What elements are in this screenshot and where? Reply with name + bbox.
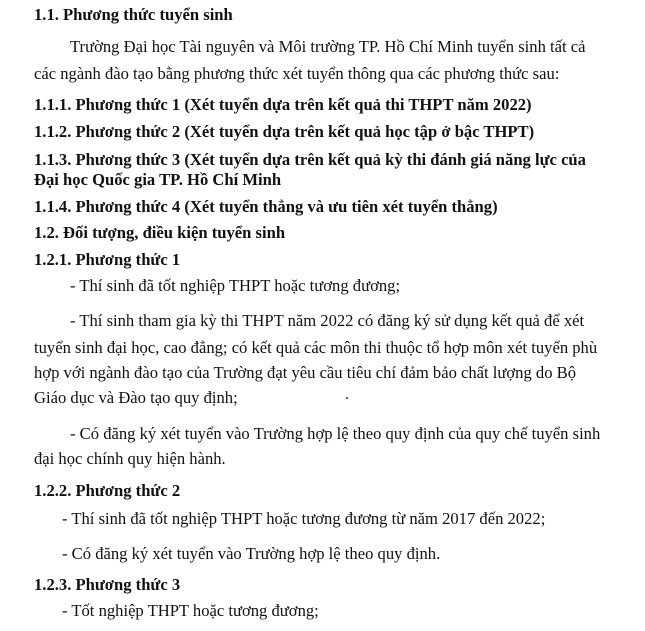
item-1-a: - Thí sinh đã tốt nghiệp THPT hoặc tương đương; — [70, 276, 401, 295]
item-1-b-line-3: hợp với ngành đào tạo của Trường đạt yêu cầu tiêu chí đảm bảo chất lượng do Bộ — [34, 363, 577, 382]
item-1-c-line-2: đại học chính quy hiện hành. — [34, 449, 226, 468]
heading-1-1-3-line-2: Đại học Quốc gia TP. Hồ Chí Minh — [34, 170, 282, 189]
item-1-b-line-4: Giáo dục và Đào tạo quy định; — [34, 388, 238, 407]
heading-1-1: 1.1. Phương thức tuyển sinh — [34, 5, 233, 24]
intro-line-2: các ngành đào tạo bằng phương thức xét tuyển thông qua các phương thức sau: — [34, 64, 560, 83]
heading-1-2-2: 1.2.2. Phương thức 2 — [34, 481, 181, 500]
heading-1-2: 1.2. Đối tượng, điều kiện tuyển sinh — [34, 223, 286, 242]
heading-1-1-2: 1.1.2. Phương thức 2 (Xét tuyển dựa trên kết quả học tập ở bậc THPT) — [34, 122, 535, 141]
item-2-b: - Có đăng ký xét tuyển vào Trường hợp lệ theo quy định. — [62, 544, 441, 563]
heading-1-1-1: 1.1.1. Phương thức 1 (Xét tuyển dựa trên kết quả thi THPT năm 2022) — [34, 95, 532, 114]
item-1-b-line-2: tuyển sinh đại học, cao đẳng; có kết quả các môn thi thuộc tổ hợp môn xét tuyển phù — [34, 338, 598, 357]
intro-line-1: Trường Đại học Tài nguyên và Môi trường TP. Hồ Chí Minh tuyển sinh tất cả — [70, 37, 586, 56]
heading-1-2-1: 1.2.1. Phương thức 1 — [34, 250, 181, 269]
heading-1-1-3-line-1: 1.1.3. Phương thức 3 (Xét tuyển dựa trên kết quả kỳ thi đánh giá năng lực của — [34, 150, 586, 169]
item-3-a: - Tốt nghiệp THPT hoặc tương đương; — [62, 601, 319, 620]
item-1-b-line-1: - Thí sinh tham gia kỳ thi THPT năm 2022 có đăng ký sử dụng kết quả để xét — [70, 311, 585, 330]
heading-1-1-4: 1.1.4. Phương thức 4 (Xét tuyển thẳng và ưu tiên xét tuyển thẳng) — [34, 197, 498, 216]
item-1-c-line-1: - Có đăng ký xét tuyển vào Trường hợp lệ theo quy định của quy chế tuyển sinh — [70, 424, 601, 443]
item-2-a: - Thí sinh đã tốt nghiệp THPT hoặc tương đương từ năm 2017 đến 2022; — [62, 509, 546, 528]
heading-1-2-3: 1.2.3. Phương thức 3 — [34, 575, 181, 594]
stray-dot — [346, 397, 348, 399]
